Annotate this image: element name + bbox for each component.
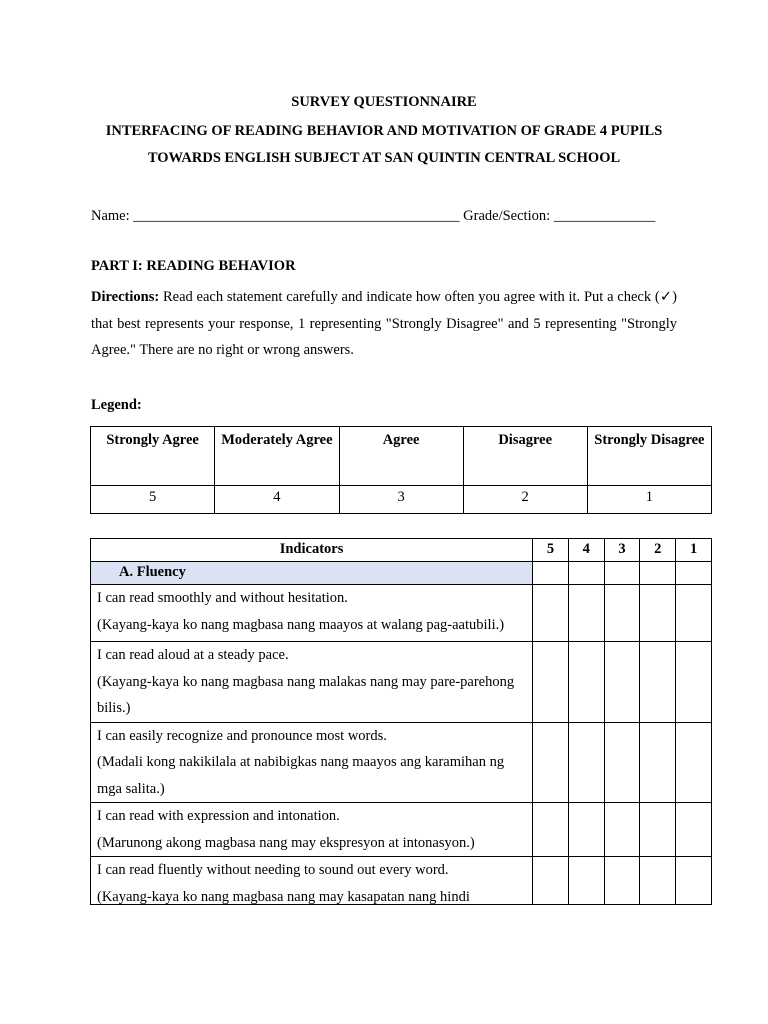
- scale-header-3: 3: [604, 539, 640, 562]
- indicator-english: I can easily recognize and pronounce most words.: [97, 727, 387, 744]
- legend-value: 3: [339, 486, 463, 514]
- rating-cell-5[interactable]: [533, 642, 569, 723]
- rating-cell-5[interactable]: [533, 722, 569, 803]
- rating-cell-2[interactable]: [640, 722, 676, 803]
- directions-text: Read each statement carefully and indicate how often you agree with it. Put a check (✓) that best represents your response, 1 representing "Strongly Disagree" and 5 representing "Strongly Agree." There are no right or wrong answers.: [91, 289, 677, 358]
- rating-cell-3[interactable]: [604, 803, 640, 857]
- rating-cell-3[interactable]: [604, 642, 640, 723]
- rating-cell-2[interactable]: [640, 642, 676, 723]
- rating-cell-2[interactable]: [640, 803, 676, 857]
- legend-header-agree: Agree: [339, 427, 463, 486]
- section-cell: [676, 562, 712, 585]
- scale-header-2: 2: [640, 539, 676, 562]
- indicator-cell: [91, 642, 533, 723]
- rating-cell-1[interactable]: [676, 642, 712, 723]
- indicator-filipino: (Kayang-kaya ko nang magbasa nang may kasapatan nang hindi: [97, 888, 470, 904]
- rating-cell-1[interactable]: [676, 803, 712, 857]
- rating-cell-3[interactable]: [604, 722, 640, 803]
- legend-value: 5: [91, 486, 215, 514]
- name-grade-section-line: Name: _____________________________________________ Grade/Section: ______________: [91, 208, 656, 224]
- legend-table: [90, 426, 712, 514]
- indicator-english: I can read smoothly and without hesitation.: [97, 590, 348, 606]
- section-fluency: A. Fluency: [91, 562, 533, 585]
- indicator-filipino: (Kayang-kaya ko nang magbasa nang malakas nang may pare-parehong bilis.): [97, 673, 515, 716]
- rating-cell-1[interactable]: [676, 722, 712, 803]
- table-row: [91, 722, 712, 803]
- indicator-text-clip: [97, 857, 528, 904]
- indicators-table: [90, 538, 712, 905]
- indicators-header: Indicators: [91, 539, 533, 562]
- legend-value: 2: [463, 486, 587, 514]
- indicator-filipino: (Marunong akong magbasa nang may ekspresyon at intonasyon.): [97, 834, 475, 851]
- legend-header-moderately-agree: Moderately Agree: [215, 427, 339, 486]
- legend-header-strongly-disagree: Strongly Disagree: [587, 427, 711, 486]
- scale-header-1: 1: [676, 539, 712, 562]
- study-title-line-2: TOWARDS ENGLISH SUBJECT AT SAN QUINTIN CENTRAL SCHOOL: [147, 150, 621, 166]
- rating-cell-4[interactable]: [568, 857, 604, 905]
- rating-cell-1[interactable]: [676, 857, 712, 905]
- indicator-english: I can read fluently without needing to sound out every word.: [97, 862, 449, 878]
- scale-header-5: 5: [533, 539, 569, 562]
- table-row: [91, 642, 712, 723]
- table-row: [91, 585, 712, 642]
- section-cell: [640, 562, 676, 585]
- part-title: PART I: READING BEHAVIOR: [91, 258, 296, 274]
- rating-cell-5[interactable]: [533, 857, 569, 905]
- indicator-cell: [91, 803, 533, 857]
- legend-label: Legend:: [91, 397, 142, 413]
- rating-cell-4[interactable]: [568, 585, 604, 642]
- directions-label: Directions:: [91, 289, 160, 305]
- rating-cell-4[interactable]: [568, 642, 604, 723]
- rating-cell-5[interactable]: [533, 803, 569, 857]
- directions: [91, 284, 677, 364]
- rating-cell-2[interactable]: [640, 585, 676, 642]
- indicator-cell: [91, 585, 533, 642]
- indicator-cell: [91, 857, 533, 905]
- rating-cell-2[interactable]: [640, 857, 676, 905]
- indicator-filipino: (Madali kong nakikilala at nabibigkas nang maayos ang karamihan ng mga salita.): [97, 754, 505, 797]
- section-cell: [533, 562, 569, 585]
- section-cell: [568, 562, 604, 585]
- legend-value: 1: [587, 486, 711, 514]
- indicator-english: I can read aloud at a steady pace.: [97, 647, 289, 663]
- survey-title: SURVEY QUESTIONNAIRE: [291, 94, 477, 110]
- rating-cell-4[interactable]: [568, 803, 604, 857]
- rating-cell-5[interactable]: [533, 585, 569, 642]
- rating-cell-4[interactable]: [568, 722, 604, 803]
- scale-header-4: 4: [568, 539, 604, 562]
- table-row: [91, 857, 712, 905]
- table-row: [91, 803, 712, 857]
- rating-cell-1[interactable]: [676, 585, 712, 642]
- indicator-filipino: (Kayang-kaya ko nang magbasa nang maayos at walang pag-aatubili.): [97, 616, 505, 633]
- rating-cell-3[interactable]: [604, 585, 640, 642]
- legend-header-strongly-agree: Strongly Agree: [91, 427, 215, 486]
- legend-value: 4: [215, 486, 339, 514]
- indicator-english: I can read with expression and intonation.: [97, 808, 340, 824]
- legend-header-disagree: Disagree: [463, 427, 587, 486]
- rating-cell-3[interactable]: [604, 857, 640, 905]
- section-cell: [604, 562, 640, 585]
- indicator-cell: [91, 722, 533, 803]
- study-title-line-1: INTERFACING OF READING BEHAVIOR AND MOTIVATION OF GRADE 4 PUPILS: [105, 123, 663, 139]
